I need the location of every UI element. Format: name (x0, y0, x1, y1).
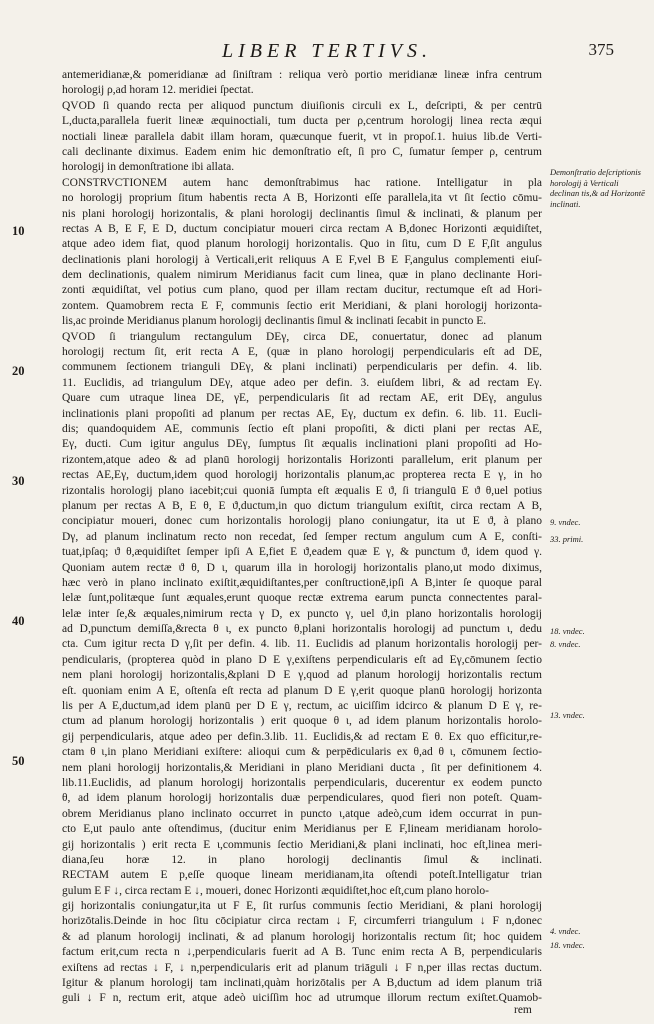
page-header (40, 40, 614, 66)
text-line: gij perpendicularis, atque adeo per defin.3.lib. 11. Euclidis,& ad rectam E θ. Ex quo efficitur,re- (62, 730, 542, 743)
text-line: Dγ, ad planum inclinatum recto non recedat, ſed ſemper rectum angulum cum A E, conſti- (62, 530, 542, 543)
text-line: eſt. quoniam enim A E, oſtenſa eſt recta ad planum D E γ,erit quoque planū horologij horizonta (62, 684, 542, 697)
text-line: communem ſectionem trianguli DEγ, & plani inclinati) perpendicularis per defin. 4. lib. (62, 361, 542, 374)
text-line: dem declinationis, qualem nimirum Meridianus facit cum linea, quæ in plano declinante Hori- (62, 269, 542, 282)
text-line: lib.11.Euclidis, ad planum horologij horizontalis perpendicularis, ducerentur ex eodem puncto (62, 776, 542, 789)
text-line: antemeridianæ,& pomeridianæ ad ſiniſtram : reliqua verò portio meridianæ lineæ infra centrum (62, 69, 542, 81)
text-line: noctiali lineæ parallela dabit illam horam, quæcunque fuerit, vt in propoſ.1. huius lib.de Verti- (62, 130, 542, 143)
text-line: lelæ ſunt,politæque ſunt æquales,erunt quoque rectæ extrema earum puncta connectentes paral- (62, 592, 542, 605)
text-line: nis plani horologij horizontalis, & plani horologij declinantis ſimul & inclinati, & planum per (62, 207, 542, 220)
text-line: lis per A E,ductum,ad idem planū per D E γ, rectum, ac uiciſſim idcirco & planum D E γ, re- (62, 700, 542, 713)
text-line: horizōtalis.Deinde in hoc ſitu cōcipiatur circa rectam ↓ F, circumferri triangulum ↓ F n,donec (62, 915, 542, 928)
text-line: gij horizontalis ) erit recta E ι,communis ſectio Meridiani,& plani inclinati, hoc eſt,linea meri- (62, 838, 542, 851)
text-line: lis,ac proinde Meridianus planum horologij declinantis ſimul & inclinati ſecabit in puncto E. (62, 315, 487, 328)
text-line: QVOD ſi triangulum rectangulum DEγ, circa DE, conuertatur, donec ad planum (62, 330, 542, 343)
text-line: concipiatur moueri, donec cum horizontalis horologij plano coniungatur, ita ut E ϑ, à plano (62, 515, 542, 528)
text-line: cto E,ut paulo ante oſtendimus, (ducitur enim Meridianus per E F,lineam meridianam horolo- (62, 823, 542, 836)
text-line: horologij in demonſtratione ibi allata. (62, 161, 235, 174)
body-text (62, 68, 542, 1007)
text-line: atque adeo idem fiat, quod planum horologij horizontalis. Quo in ſitu, cum D E F,ſit angulus (62, 238, 542, 251)
text-line: cta. Cum igitur recta D γ,ſit per defin. 4. lib. 11. Euclidis ad planum horizontalis horologij per- (62, 638, 542, 651)
text-line: & ad planum horologij inclinati, & ad planum horologij horizontalis rectum ſit; hoc quidem (62, 930, 542, 943)
text-line: QVOD ſi quando recta per aliquod punctum diuiſionis circuli ex L, deſcripti, & per centrū (62, 99, 542, 112)
text-line: Quare cum utraque linea DE, γE, perpendicularis ſit ad rectam AE, erit DEγ, angulus (62, 392, 542, 405)
margin-note: 9. vndec. (550, 517, 581, 527)
text-line: L,ducta,parallela fuerit lineæ æquinoctiali, tum ducta per ρ,centrum horologij linea recta æqui (62, 115, 542, 128)
text-line: factum erit,cum recta n ↓,perpendicularis fuerit ad A B. Tunc enim recta A B, perpendicularis (62, 946, 542, 959)
line-number: 30 (12, 474, 25, 488)
text-line: rectas A B, E F, E D, ductum concipiatur moueri circa rectam A B,donec Horizonti æquidiſtet, (62, 222, 542, 235)
margin-note: 4. vndec. (550, 926, 581, 936)
line-number: 40 (12, 614, 25, 628)
text-line: ctum ad planum horologij horizontalis ) erit quoque θ ι, ad idem planum horizontalis horolo- (62, 715, 542, 728)
text-line: pendicularis, (propterea quòd in plano D E γ,exiſtens perpendicularis eſt ad Eγ,cōmunem ſectio (62, 653, 542, 666)
text-line: zontem. Quamobrem recta E F, communis ſectio erit Meridiani, & plani horologij horizonta- (62, 299, 542, 312)
text-line: gij horizontalis coniungatur,ita ut F E, ſit rurſus communis ſectio Meridiani, & plani horologij (62, 900, 542, 913)
running-title: LIBER TERTIVS. (222, 40, 432, 62)
text-line: nem plani horologij horizontalis,&plani D E γ,quod ad planum horologij horizontalis rectum (62, 669, 542, 682)
margin-note: 33. primi. (550, 534, 584, 544)
page-number: 375 (588, 40, 614, 59)
text-line: rectas AE,Eγ, ductum,idem quod horologij horizontalis planum,ac propterea recta E γ, in ho (62, 469, 542, 482)
text-line: tuat,ipſaq; ϑ θ,æquidiſtet ſemper ipſi A E,fiet E ϑ,eadem quæ E γ, & punctum ϑ, idem quod γ. (62, 546, 542, 559)
margin-note: 18. vndec. (550, 940, 585, 950)
text-line: inclinationis plani propoſiti ad planum per rectas AE, Eγ, ductum ex defin. 6. lib. 11. Eucli- (62, 407, 542, 420)
text-line: horologij rectum ſit, erit recta A E, (quæ in plano horologij perpendicularis eſt ad DE, (62, 346, 542, 359)
line-number: 10 (12, 224, 25, 238)
text-line: CONSTRVCTIONEM autem hanc demonſtrabimus hac ratione. Intelligatur in pla (62, 176, 542, 189)
text-line: planum per rectas A B, E θ, E ϑ,ductum,in quo dictum triangulum exiſtit, circa rectam A B, (62, 499, 542, 512)
text-line: diana,ſeu horæ 12. in plano horologij declinantis ſimul & inclinati. (62, 853, 542, 866)
text-line: guli ↓ F n, rectum erit, atque adeò uiciſſim hoc ad utrumque illorum rectum exiſtet.Quamob- (62, 992, 542, 1005)
text-line: exiſtens ad rectas ↓ F, ↓ n,perpendicularis erit ad planum triāguli ↓ F n,per illas rectas ductum. (62, 961, 542, 974)
text-line: no horologij proprium ſitum habentis recta A B, Horizonti eſſe parallela,ita vt ſit ſectio cōmu- (62, 192, 542, 205)
text-line: dis; quandoquidem AE, communis ſectio eſt plani propoſiti, & dicti plani per rectas AE, (62, 422, 542, 435)
text-line: Quoniam autem rectæ ϑ θ, D ι, quarum illa in horologij horizontalis plano,ut modo diximus, (62, 561, 542, 574)
text-line: cali declinante diximus. Eadem enim hic demonſtratio eſt, ſi pro C, ſumatur ſemper ρ, centrum (62, 145, 542, 158)
text-line: θ, ad idem planum horologij horizontalis duæ perpendiculares, quod fieri non poteſt. Quam- (62, 792, 542, 805)
margin-note: 18. vndec. (550, 626, 585, 636)
text-line: obrem Meridianus plano inclinato occurret in puncto ι,atque adeò,cum idem occurrat in pun- (62, 807, 542, 820)
text-line: nem plani horologij horizontalis,& Meridiani in plano Meridiani ducta , ſit per definitionem 4. (62, 761, 542, 774)
margin-note: Demonſtratio deſcriptionis horologij à Verticali declinan tis,& ad Horizontē inclinati. (550, 167, 645, 209)
text-line: lelæ inter ſe,& æquales,nimirum recta γ D, ex puncto γ, uel ϑ,in plano horizontalis horologij (62, 607, 542, 620)
margin-note: 8. vndec. (550, 639, 581, 649)
text-line: horologij ρ,ad horam 12. meridiei ſpectat. (62, 84, 254, 97)
text-line: ctam θ ι,in plano Meridiani exiſtere: alioqui cum & perpēdicularis ex θ,ad θ ι, cōmunem ſectio- (62, 746, 542, 759)
text-line: rizontem,atque adeo & ad planū horologij horizontalis Horizonti parallelum, erit planum per (62, 453, 542, 466)
text-line: ad D,punctum demiſſa,&recta θ ι, ex puncto θ,plani horizontalis horologij ad punctum ι, dedu (62, 623, 542, 636)
margin-note: 13. vndec. (550, 710, 585, 720)
line-number: 20 (12, 364, 25, 378)
text-line: 11. Euclidis, ad triangulum DEγ, atque adeo per defin. 3. eiuſdem libri, & ad rectam Eγ. (62, 376, 542, 389)
text-line: Eγ, ducti. Cum igitur angulus DEγ, ſumptus ſit æqualis inclinationi plani propoſiti ad Ho- (62, 438, 542, 451)
text-line: rizontalis horologij plano iacebit;cui quoniā ſumpta eſt æqualis E ϑ, ſi triangulū E ϑ θ,uel potius (62, 484, 542, 497)
text-line: Igitur & planum horologij tam inclinati,quàm horizōtalis per A B,ductum ad idem planum triā (62, 977, 542, 990)
text-line: gulum E F ↓, circa rectam E ↓, moueri, donec Horizonti æquidiſtet,hoc eſt,cum plano horolo- (62, 884, 489, 897)
text-line: zonti æquidiſtat, vel potius cum plano, quod per illam rectam ducitur, rectumque eſt ad Hori- (62, 284, 542, 297)
text-line: declinationis plani horologij à Verticali,erit reliquus A E F,vel B E F,angulus complementi eiuſ- (62, 253, 542, 266)
catchword: rem (514, 1004, 532, 1016)
line-number: 50 (12, 754, 25, 768)
text-line: RECTAM autem E p,eſſe quoque lineam meridianam,ita oſtendi poteſt.Intelligatur trian (62, 869, 542, 882)
text-line: hæc verò in plano inclinato exiſtit,æquidiſtantes,per conſtructionē,ipſi A B,inter ſe quoque paral (62, 576, 542, 589)
